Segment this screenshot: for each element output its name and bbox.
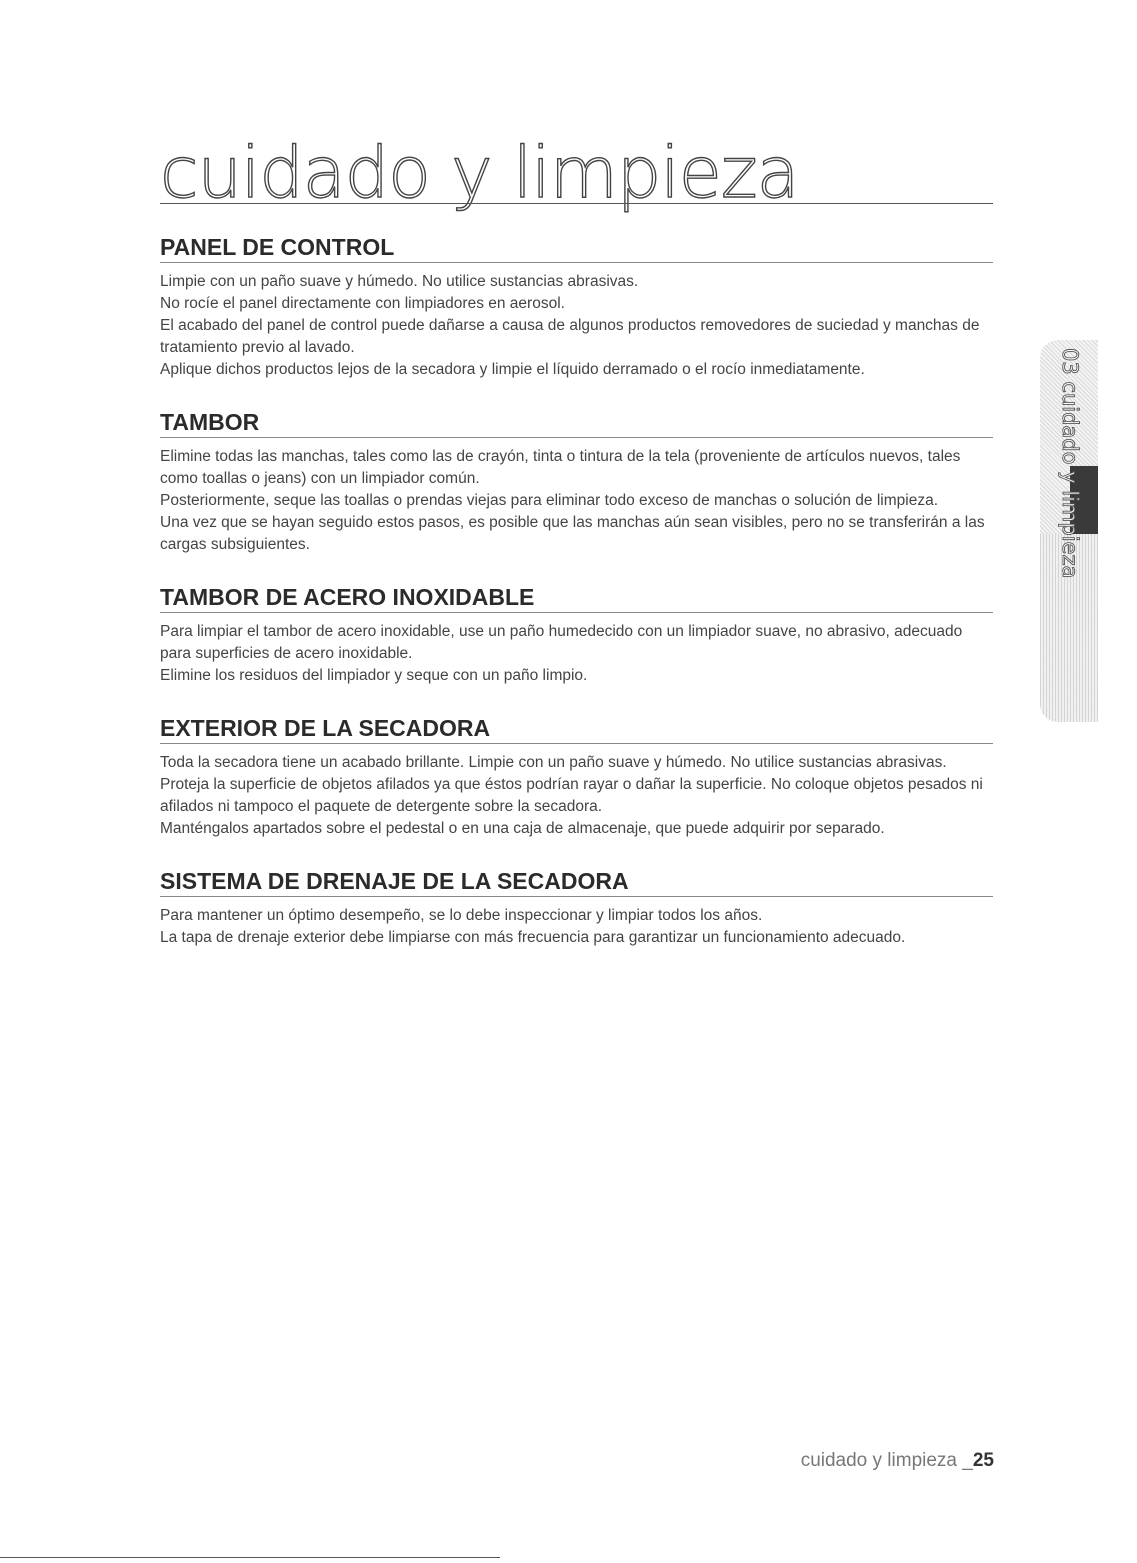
page-content xyxy=(160,232,993,975)
paragraph: Posteriormente, seque las toallas o prendas viejas para eliminar todo exceso de manchas o solución de limpieza. xyxy=(160,492,939,509)
footer-label: cuidado y limpieza xyxy=(800,1450,957,1471)
section-body xyxy=(160,621,993,687)
paragraph: Una vez que se hayan seguido estos pasos, es posible que las manchas aún sean visibles, pero no se transferirán a las cargas subsiguientes. xyxy=(160,514,985,553)
paragraph: Para limpiar el tambor de acero inoxidable, use un paño humedecido con un limpiador suave, no abrasivo, adecuado para superficies de acero inoxidable. xyxy=(160,623,963,662)
page-number: 25 xyxy=(972,1450,994,1471)
paragraph: Manténgalos apartados sobre el pedestal o en una caja de almacenaje, que puede adquirir por separado. xyxy=(160,820,885,837)
paragraph: Toda la secadora tiene un acabado brillante. Limpie con un paño suave y húmedo. No utilice sustancias abrasivas. xyxy=(160,754,947,771)
section-tambor xyxy=(160,407,993,556)
paragraph: No rocíe el panel directamente con limpiadores en aerosol. xyxy=(160,295,565,312)
section-heading: PANEL DE CONTROL xyxy=(160,232,993,263)
paragraph: Proteja la superficie de objetos afilados ya que éstos podrían rayar o dañar la superficie. No coloque objetos pesados ni afilados ni tampoco el paquete de detergente sobre la secadora. xyxy=(160,776,983,815)
section-body xyxy=(160,905,993,949)
page-title: cuidado y limpieza xyxy=(160,132,799,214)
section-sistema-drenaje xyxy=(160,866,993,949)
paragraph: La tapa de drenaje exterior debe limpiarse con más frecuencia para garantizar un funcionamiento adecuado. xyxy=(160,929,906,946)
section-heading: TAMBOR DE ACERO INOXIDABLE xyxy=(160,582,993,613)
paragraph: Elimine todas las manchas, tales como las de crayón, tinta o tintura de la tela (proveniente de artículos nuevos, tales como toallas o jeans) con un limpiador común. xyxy=(160,448,961,487)
section-heading: TAMBOR xyxy=(160,407,993,438)
section-exterior-secadora xyxy=(160,713,993,840)
chapter-side-tab xyxy=(1040,340,1098,722)
footer-separator: _ xyxy=(957,1450,973,1471)
paragraph: El acabado del panel de control puede dañarse a causa de algunos productos removedores de suciedad y manchas de tratamiento previo al lavado. xyxy=(160,317,980,356)
paragraph: Limpie con un paño suave y húmedo. No utilice sustancias abrasivas. xyxy=(160,273,639,290)
section-panel-de-control xyxy=(160,232,993,381)
section-heading: EXTERIOR DE LA SECADORA xyxy=(160,713,993,744)
bottom-rule xyxy=(0,1557,500,1558)
paragraph: Para mantener un óptimo desempeño, se lo debe inspeccionar y limpiar todos los años. xyxy=(160,907,763,924)
title-rule xyxy=(160,203,993,204)
section-body xyxy=(160,752,993,840)
section-body xyxy=(160,271,993,381)
paragraph: Aplique dichos productos lejos de la secadora y limpie el líquido derramado o el rocío inmediatamente. xyxy=(160,361,865,378)
section-tambor-acero-inoxidable xyxy=(160,582,993,687)
side-tab-label: 03 cuidado y limpieza xyxy=(1058,348,1082,579)
page-footer xyxy=(801,1448,994,1474)
paragraph: Elimine los residuos del limpiador y seque con un paño limpio. xyxy=(160,667,588,684)
section-heading: SISTEMA DE DRENAJE DE LA SECADORA xyxy=(160,866,993,897)
section-body xyxy=(160,446,993,556)
